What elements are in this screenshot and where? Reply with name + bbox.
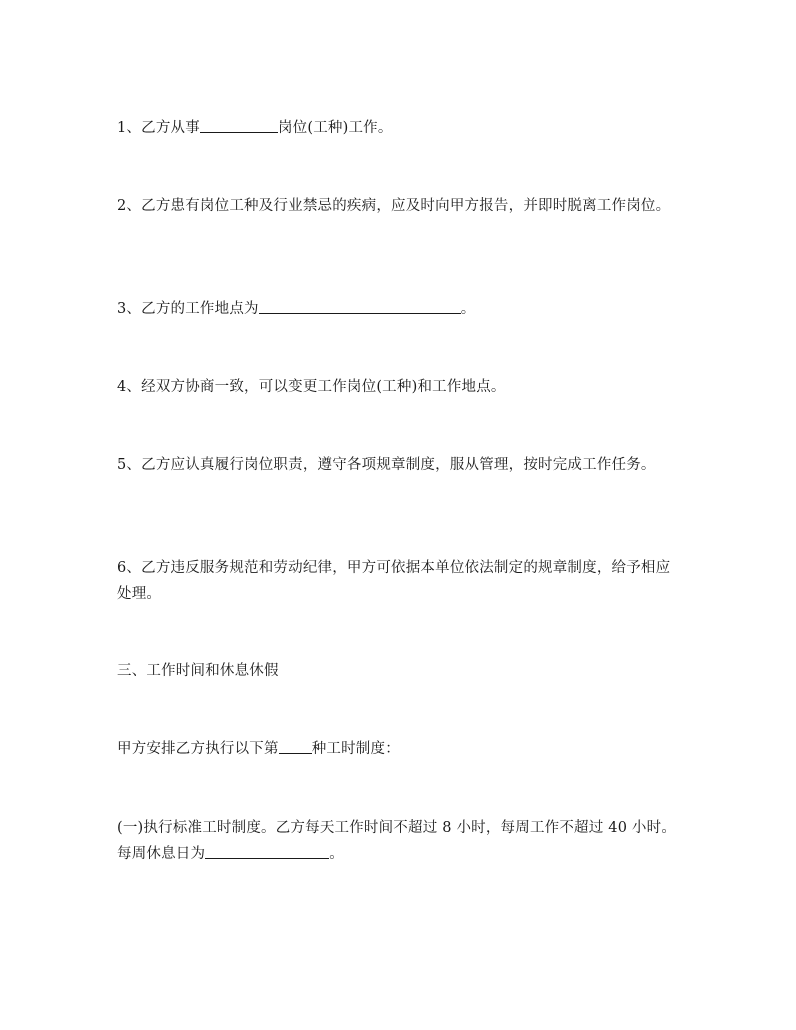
clause-4-text: 4、经双方协商一致，可以变更工作岗位(工种)和工作地点。	[117, 379, 506, 395]
section-heading	[117, 658, 677, 684]
clause-3	[117, 296, 677, 322]
clause-2-text: 2、乙方患有岗位工种及行业禁忌的疾病，应及时向甲方报告，并即时脱离工作岗位。	[117, 198, 671, 214]
standard-hours-item	[117, 815, 677, 867]
clause-5	[117, 452, 677, 478]
section-intro-text-after: 种工时制度：	[311, 741, 400, 757]
clause-1-text-before: 1、乙方从事	[117, 120, 200, 136]
section-heading-text: 三、工作时间和休息休假	[117, 663, 279, 679]
standard-hours-text-before: (一)执行标准工时制度。乙方每天工作时间不超过 8 小时，每周工作不超过 40 小时。每周休息日为	[117, 820, 677, 862]
clause-4	[117, 374, 677, 400]
work-location-blank	[259, 297, 461, 314]
section-intro	[117, 736, 677, 762]
clause-6-text: 6、乙方违反服务规范和劳动纪律，甲方可依据本单位依法制定的规章制度，给予相应处理。	[117, 560, 671, 602]
standard-hours-text-after: 。	[329, 846, 344, 862]
clause-1	[117, 115, 677, 141]
clause-3-text-after: 。	[460, 301, 476, 317]
clause-3-text-before: 3、乙方的工作地点为	[117, 301, 259, 317]
clause-6	[117, 555, 677, 607]
work-hour-system-blank	[279, 737, 312, 754]
rest-day-blank	[205, 842, 329, 859]
clause-1-text-after: 岗位(工种)工作。	[277, 120, 393, 136]
section-intro-text-before: 甲方安排乙方执行以下第	[117, 741, 279, 757]
clause-5-text: 5、乙方应认真履行岗位职责，遵守各项规章制度，服从管理，按时完成工作任务。	[117, 457, 656, 473]
job-position-blank	[200, 116, 278, 133]
clause-2	[117, 193, 677, 219]
